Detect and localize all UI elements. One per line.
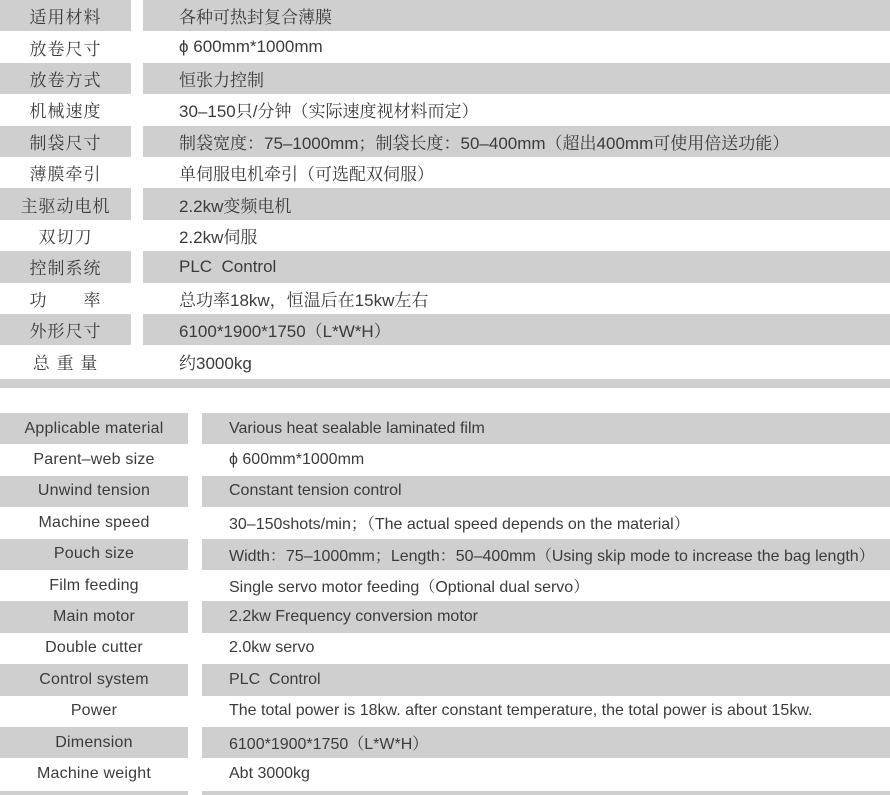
spec-value: Width：75–1000mm；Length：50–400mm（Using skip mode to increase the bag length）: [202, 539, 890, 570]
column-gutter: [188, 758, 202, 789]
spec-table-chinese: [0, 0, 890, 377]
spec-value: ϕ 600mm*1000mm: [179, 37, 323, 57]
column-gutter: [131, 63, 143, 94]
spec-label: 机械速度: [29, 102, 102, 122]
spec-value: PLC Control: [143, 251, 890, 282]
spec-label: Unwind tension: [0, 476, 188, 507]
spec-label: 适用材料: [0, 0, 131, 31]
spec-row: [0, 283, 890, 314]
spec-label: 放卷方式: [0, 63, 131, 94]
spec-value: 2.2kw伺服: [179, 228, 258, 248]
spec-label: 制袋尺寸: [0, 126, 131, 157]
spec-value: PLC Control: [202, 664, 890, 695]
table-separator-band: [0, 379, 890, 388]
spec-row: [0, 413, 890, 444]
spec-row: [0, 601, 890, 632]
column-gutter: [131, 94, 143, 125]
spec-value: The total power is 18kw. after constant temperature, the total power is about 15kw.: [229, 702, 813, 720]
spec-label: Machine weight: [37, 765, 151, 783]
spec-label: Power: [70, 702, 118, 720]
spec-value: 2.2kw变频电机: [143, 188, 890, 219]
spec-value: 各种可热封复合薄膜: [143, 0, 890, 31]
spec-value: 制袋宽度：75–1000mm；制袋长度：50–400mm（超出400mm可使用倍送功能）: [143, 126, 890, 157]
spec-value: Constant tension control: [202, 476, 890, 507]
spec-row: [0, 251, 890, 282]
spec-value: 总功率18kw，恒温后在15kw左右: [179, 290, 429, 310]
spec-row: [0, 633, 890, 664]
spec-row: [0, 157, 890, 188]
column-gutter: [188, 727, 202, 758]
spec-label: Film feeding: [49, 576, 139, 594]
column-gutter: [188, 633, 202, 664]
spec-value: 30–150shots/min；（The actual speed depends on the material）: [229, 516, 690, 534]
spec-value: 2.2kw Frequency conversion motor: [202, 601, 890, 632]
spec-row: [0, 476, 890, 507]
spec-row: [0, 664, 890, 695]
partial-value-cell: [202, 791, 890, 795]
spec-value: ϕ 600mm*1000mm: [229, 450, 365, 468]
partial-row-band: [0, 791, 890, 795]
spec-row: [0, 220, 890, 251]
column-gutter: [188, 791, 202, 795]
spec-label: Machine speed: [38, 513, 150, 531]
spec-label: 主驱动电机: [0, 188, 131, 219]
spec-label: Double cutter: [45, 639, 143, 657]
column-gutter: [188, 696, 202, 727]
column-gutter: [188, 570, 202, 601]
partial-label-cell: [0, 791, 188, 795]
column-gutter: [131, 31, 143, 62]
table-spacer: [0, 388, 890, 413]
spec-value: Single servo motor feeding（Optional dual servo）: [229, 579, 590, 597]
column-gutter: [188, 664, 202, 695]
spec-value: 6100*1900*1750（L*W*H）: [202, 727, 890, 758]
spec-row: [0, 126, 890, 157]
column-gutter: [188, 413, 202, 444]
spec-value: 单伺服电机牵引（可选配双伺服）: [179, 165, 434, 185]
spec-value: 恒张力控制: [143, 63, 890, 94]
spec-label: Parent–web size: [33, 450, 155, 468]
spec-row: [0, 31, 890, 62]
column-gutter: [131, 188, 143, 219]
column-gutter: [131, 220, 143, 251]
spec-label: Main motor: [0, 601, 188, 632]
spec-value: Various heat sealable laminated film: [202, 413, 890, 444]
spec-value: 30–150只/分钟（实际速度视材料而定）: [179, 102, 479, 122]
spec-label: 功 率: [29, 290, 102, 310]
spec-label: 薄膜牵引: [29, 165, 102, 185]
spec-label: Control system: [0, 664, 188, 695]
spec-label: 双切刀: [38, 228, 93, 248]
spec-value: 约3000kg: [179, 353, 252, 373]
spec-label: Applicable material: [0, 413, 188, 444]
spec-row: [0, 94, 890, 125]
spec-row: [0, 188, 890, 219]
column-gutter: [188, 601, 202, 632]
spec-row: [0, 0, 890, 31]
spec-value: 2.0kw servo: [229, 639, 315, 657]
spec-value: 6100*1900*1750（L*W*H）: [143, 314, 890, 345]
spec-row: [0, 539, 890, 570]
spec-value: Abt 3000kg: [229, 765, 310, 783]
column-gutter: [131, 345, 143, 376]
spec-label: 控制系统: [0, 251, 131, 282]
column-gutter: [188, 476, 202, 507]
spec-row: [0, 570, 890, 601]
spec-row: [0, 345, 890, 376]
column-gutter: [188, 507, 202, 538]
column-gutter: [131, 0, 143, 31]
spec-row: [0, 727, 890, 758]
spec-label: 总 重 量: [32, 353, 99, 373]
column-gutter: [131, 283, 143, 314]
spec-row: [0, 507, 890, 538]
column-gutter: [131, 157, 143, 188]
spec-row: [0, 63, 890, 94]
column-gutter: [131, 126, 143, 157]
spec-table-english: [0, 413, 890, 790]
spec-label: 放卷尺寸: [29, 39, 102, 59]
spec-label: 外形尺寸: [0, 314, 131, 345]
spec-row: [0, 444, 890, 475]
column-gutter: [131, 314, 143, 345]
column-gutter: [188, 444, 202, 475]
spec-label: Pouch size: [0, 539, 188, 570]
column-gutter: [131, 251, 143, 282]
column-gutter: [188, 539, 202, 570]
spec-row: [0, 758, 890, 789]
spec-label: Dimension: [0, 727, 188, 758]
spec-row: [0, 696, 890, 727]
spec-row: [0, 314, 890, 345]
